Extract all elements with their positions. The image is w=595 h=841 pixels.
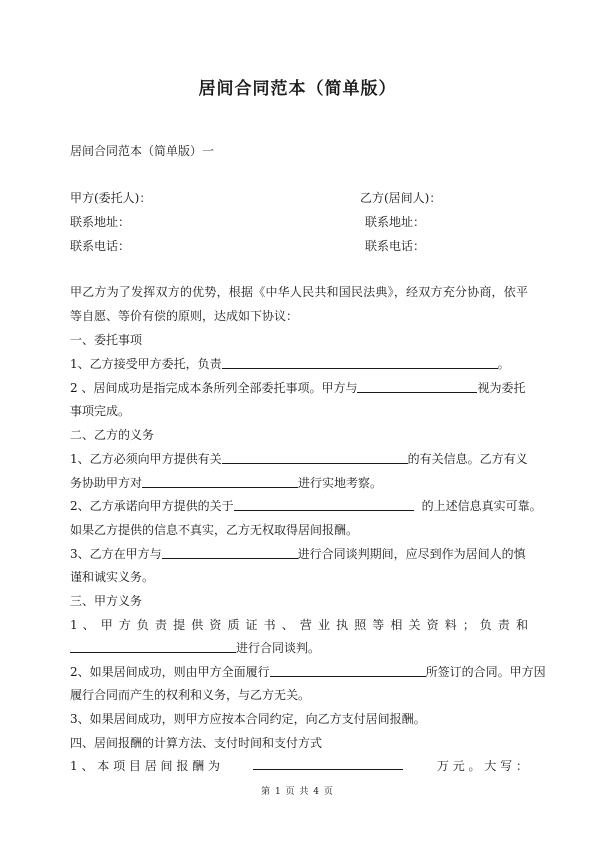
clause-1-2-tail: 视为委托: [477, 381, 526, 395]
clause-2-2-tail: 的上述信息真实可靠。: [421, 499, 542, 513]
clause-2-1-tail: 的有关信息。乙方有义: [407, 452, 528, 466]
clause-2-1-text-2: 务协助甲方对: [70, 476, 143, 490]
clause-1-1-text: 1、乙方接受甲方委托，负责: [70, 357, 222, 371]
clause-2-1-continued: [70, 474, 382, 491]
clause-2-3: [70, 545, 526, 562]
blank-field[interactable]: [222, 356, 498, 369]
clause-3-2-continued: 履行合同而产生的权利和义务，与乙方无关。: [70, 688, 311, 702]
clause-1-1: [70, 355, 510, 372]
clause-3-2: [70, 663, 546, 680]
document-subtitle: 居间合同范本（简单版）一: [70, 144, 215, 158]
blank-field[interactable]: [222, 451, 408, 464]
party-b-phone-label: 联系电话：: [365, 239, 426, 253]
page-number: 第 1 页 共 4 页: [261, 787, 334, 797]
clause-2-2: [70, 497, 542, 514]
clause-2-2-continued: 如果乙方提供的信息不真实，乙方无权取得居间报酬。: [70, 523, 359, 537]
party-b-address-label: 联系地址：: [365, 215, 426, 229]
clause-3-2-tail: 所签订的合同。甲方因: [425, 665, 546, 679]
section-4-heading: 四、居间报酬的计算方法、支付时间和支付方式: [70, 736, 323, 750]
clause-3-3: 3、如果居间成功，则甲方应按本合同约定，向乙方支付居间报酬。: [70, 712, 426, 726]
blank-field[interactable]: [142, 475, 298, 488]
clause-2-3-text: 3、乙方在甲方与: [70, 547, 162, 561]
party-a-address-label: 联系地址：: [70, 215, 131, 229]
clause-3-1: 1 、 甲 方 负 责 提 供 资 质 证 书 、 营 业 执 照 等 相 关 资 料 ； 负 责 和: [70, 618, 528, 632]
clause-2-3-continued: 谨和诚实义务。: [70, 570, 155, 584]
clause-1-2-text: 2 、居间成功是指完成本条所列全部委托事项。甲方与: [70, 381, 358, 395]
blank-field[interactable]: [253, 757, 403, 770]
clause-1-1-end: 。: [497, 357, 510, 371]
clause-1-2: [70, 379, 525, 396]
party-a-phone-label: 联系电话：: [70, 239, 131, 253]
party-a-label: 甲方(委托人)：: [70, 191, 152, 205]
blank-field[interactable]: [70, 640, 236, 653]
section-1-heading: 一、委托事项: [70, 333, 143, 347]
clause-3-1-continued: [70, 639, 320, 656]
party-b-label: 乙方(居间人)：: [360, 191, 442, 205]
intro-paragraph-line-1: 甲乙方为了发挥双方的优势，根据《中华人民共和国民法典》，经双方充分协商，依平: [70, 285, 528, 299]
clause-3-1-tail: 进行合同谈判。: [236, 641, 321, 655]
blank-field[interactable]: [357, 380, 477, 393]
section-2-heading: 二、乙方的义务: [70, 428, 155, 442]
clause-2-2-text: 2、乙方承诺向甲方提供的关于: [70, 499, 234, 513]
clause-1-2-continued: 事项完成。: [70, 404, 131, 418]
blank-field[interactable]: [234, 498, 414, 511]
section-3-heading: 三、甲方义务: [70, 594, 143, 608]
clause-2-1-text: 1、乙方必须向甲方提供有关: [70, 452, 222, 466]
blank-field[interactable]: [270, 664, 426, 677]
clause-4-1-tail: 万 元 。 大 写 ：: [436, 759, 528, 773]
document-title: 居间合同范本（简单版）: [198, 79, 397, 99]
clause-2-1-tail-2: 进行实地考察。: [298, 476, 383, 490]
intro-paragraph-line-2: 等自愿、等价有偿的原则，达成如下协议：: [70, 309, 299, 323]
clause-3-2-text: 2、如果居间成功，则由甲方全面履行: [70, 665, 270, 679]
clause-2-1: [70, 450, 528, 467]
clause-4-1: [70, 757, 528, 774]
blank-field[interactable]: [162, 546, 298, 559]
clause-2-3-tail: 进行合同谈判期间，应尽到作为居间人的慎: [297, 547, 526, 561]
clause-4-1-text: 1 、 本 项 目 居 间 报 酬 为: [70, 759, 220, 773]
